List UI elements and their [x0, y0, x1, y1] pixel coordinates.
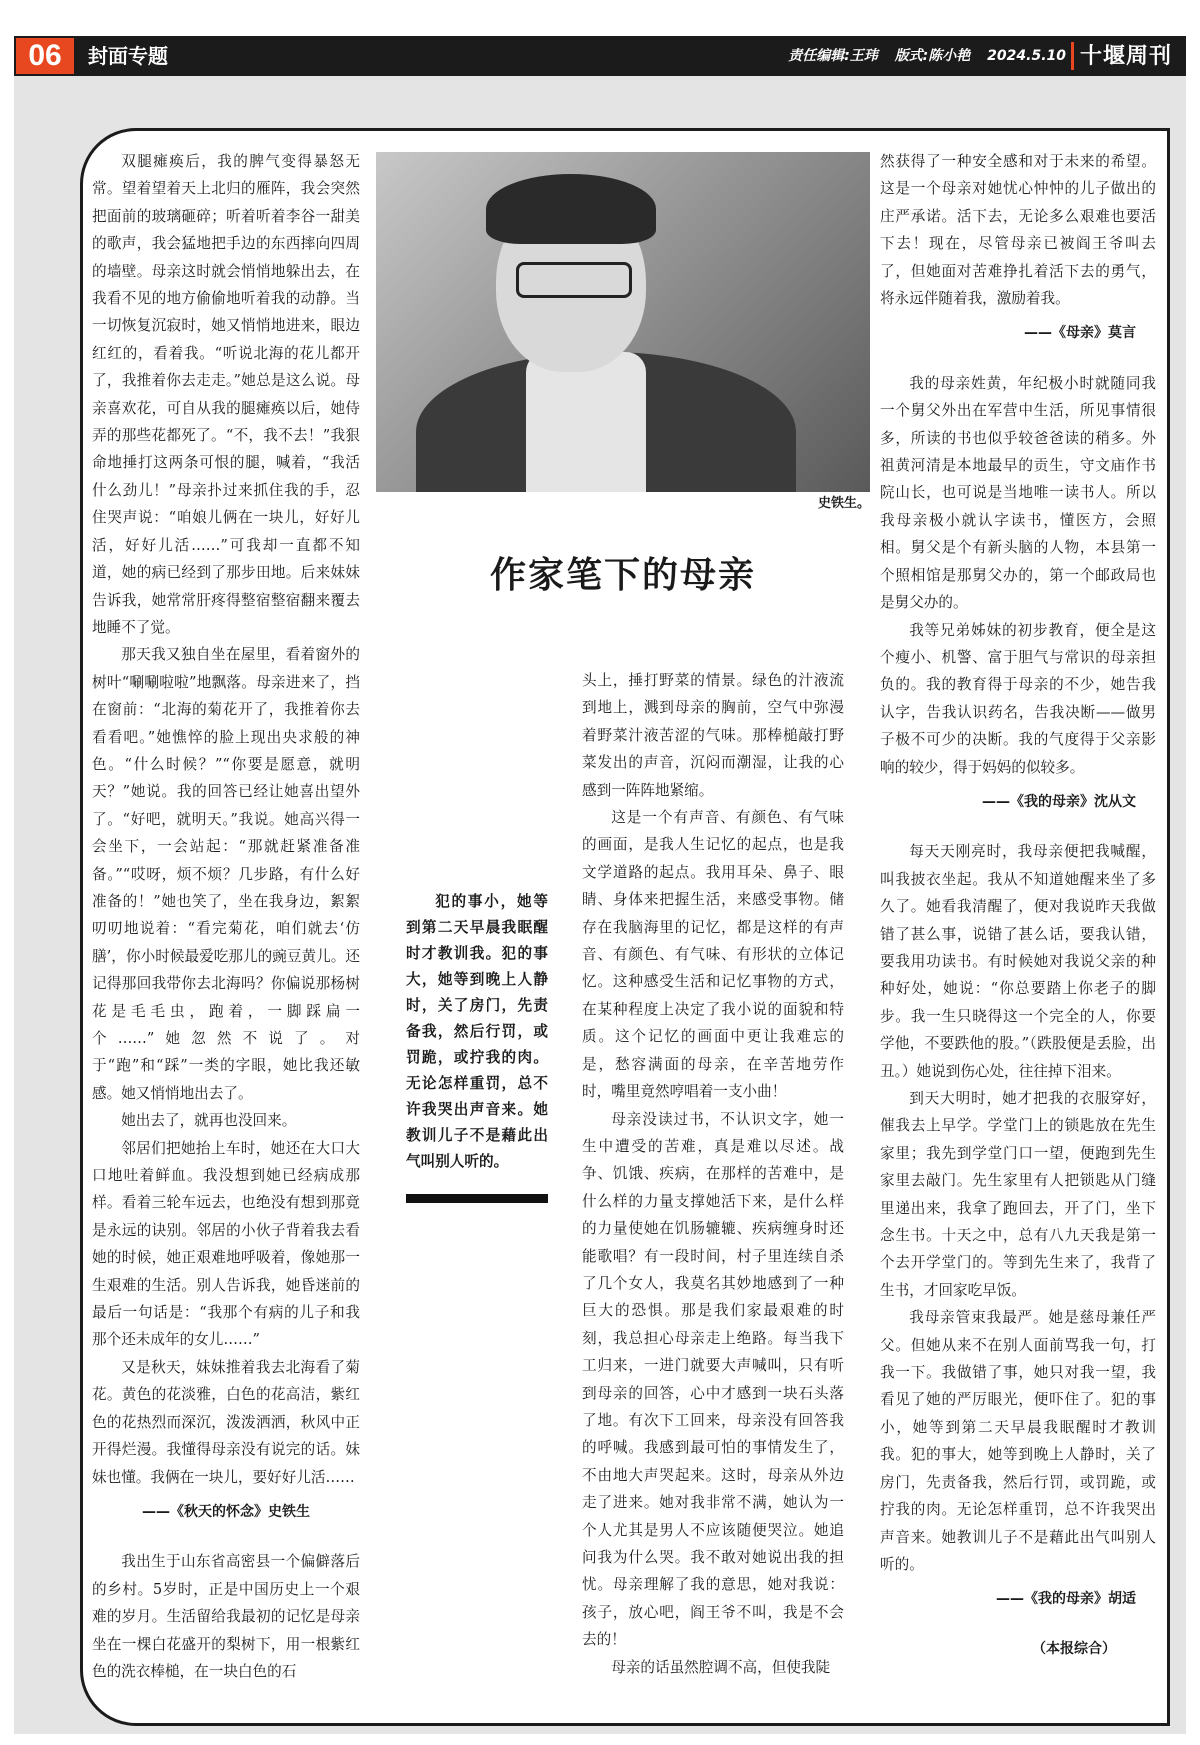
paragraph: 这是一个有声音、有颜色、有气味的画面，是我人生记忆的起点，也是我文学道路的起点。我用耳朵、鼻子、眼睛、身体来把握生活，来感受事物。储存在我脑海里的记忆，都是这样的有声音、有颜色、有气味、有形状的立体记忆。这种感受生活和记忆事物的方式，在某种程度上决定了我小说的面貌和特质。这个记忆的画面中更让我难忘的是，愁容满面的母亲，在辛苦地劳作时，嘴里竟然哼唱着一支小曲！: [582, 809, 844, 1101]
source-attribution: ——《我的母亲》沈从文: [982, 793, 1136, 810]
editor-credit: 责任编辑:王玮: [788, 48, 878, 64]
source-attribution: ——《母亲》莫言: [1024, 325, 1136, 342]
page-header: [14, 36, 1186, 76]
pull-quote: [406, 889, 548, 1175]
paragraph: 头上，捶打野菜的情景。绿色的汁液流到地上，溅到母亲的胸前，空气中弥漫着野菜汁液苦涩的气味。那棒槌敲打野菜发出的声音，沉闷而潮湿，让我的心感到一阵阵地紧缩。: [582, 672, 844, 799]
paragraph: 邻居们把她抬上车时，她还在大口大口地吐着鲜血。我没想到她已经病成那样。看着三轮车远去，也绝没有想到那竟是永远的诀别。邻居的小伙子背着我去看她的时候，她正艰难地呼吸着，像她那一生艰难的生活。别人告诉我，她昏迷前的最后一句话是：“我那个有病的儿子和我那个还未成年的女儿……”: [92, 1139, 360, 1349]
paragraph: 我等兄弟姊妹的初步教育，便全是这个瘦小、机警、富于胆气与常识的母亲担负的。我的教育得于母亲的不少，她告我认字，告我认识药名，告我决断——做男子极不可少的决断。我的气度得于父亲影响的较少，得于妈妈的似较多。: [880, 621, 1156, 776]
paragraph: 我母亲管束我最严。她是慈母兼任严父。但她从来不在别人面前骂我一句，打我一下。我做错了事，她只对我一望，我看见了她的严厉眼光，便吓住了。犯的事小，她等到第二天早晨我眠醒时才教训我。犯的事大，她等到晚上人静时，关了房门，先责备我，然后行罚，或罚跪，或拧我的肉。无论怎样重罚，总不许我哭出声音来。她教训儿子不是藉此出气叫别人听的。: [880, 1309, 1156, 1573]
pull-quote-bar: [406, 1194, 548, 1203]
author-photo: [376, 152, 870, 492]
photo-caption: 史铁生。: [817, 496, 870, 511]
photo-sweater-shape: [526, 352, 646, 492]
article-column-3: [582, 667, 844, 1723]
newspaper-logo: 十堰周刊: [1071, 42, 1178, 70]
paragraph: 双腿瘫痪后，我的脾气变得暴怒无常。望着望着天上北归的雁阵，我会突然把面前的玻璃砸碎；听着听着李谷一甜美的歌声，我会猛地把手边的东西摔向四周的墙壁。母亲这时就会悄悄地躲出去，在我看不见的地方偷偷地听着我的动静。当一切恢复沉寂时，她又悄悄地进来，眼边红红的，看着我。“听说北海的花儿都开了，我推着你去走走。”她总是这么说。母亲喜欢花，可自从我的腿瘫痪以后，她侍弄的那些花都死了。“不，我不去！”我狠命地捶打这两条可恨的腿，喊着，“我活什么劲儿！”母亲扑过来抓住我的手，忍住哭声说：“咱娘儿俩在一块儿，好好儿活，好好儿活……”可我却一直都不知道，她的病已经到了那步田地。后来妹妹告诉我，她常常肝疼得整宿整宿翻来覆去地睡不了觉。: [92, 153, 360, 636]
paragraph: 然获得了一种安全感和对于未来的希望。这是一个母亲对她忧心忡忡的儿子做出的庄严承诺。活下去，无论多么艰难也要活下去！现在，尽管母亲已被阎王爷叫去了，但她面对苦难挣扎着活下去的勇气，将永远伴随着我，激励着我。: [880, 153, 1156, 308]
section-title: 封面专题: [88, 44, 168, 68]
paragraph: 我出生于山东省高密县一个偏僻落后的乡村。5岁时，正是中国历史上一个艰难的岁月。生活留给我最初的记忆是母亲坐在一棵白花盛开的梨树下，用一根紫红色的洗衣棒槌，在一块白色的石: [92, 1553, 360, 1680]
page-number: 06: [16, 38, 74, 74]
source-attribution: ——《我的母亲》胡适: [996, 1591, 1136, 1608]
pull-quote-text: 犯的事小，她等到第二天早晨我眠醒时才教训我。犯的事大，她等到晚上人静时，关了房门，先责备我，然后行罚，或罚跪，或拧我的肉。无论怎样重罚，总不许我哭出声音来。她教训儿子不是藉此出气叫别人听的。: [406, 893, 548, 1170]
photo-hair-shape: [486, 174, 656, 244]
layout-credit: 版式:陈小艳: [894, 48, 971, 64]
article-column-4: [880, 148, 1156, 1708]
paragraph: 又是秋天，妹妹推着我去北海看了菊花。黄色的花淡雅，白色的花高洁，紫红色的花热烈而深沉，泼泼洒洒，秋风中正开得烂漫。我懂得母亲没有说完的话。妹妹也懂。我俩在一块儿，要好好儿活……: [92, 1358, 360, 1486]
photo-glasses-shape: [516, 262, 632, 298]
paragraph: 那天我又独自坐在屋里，看着窗外的树叶“唰唰啦啦”地飘落。母亲进来了，挡在窗前：“北海的菊花开了，我推着你去看看吧。”她憔悴的脸上现出央求般的神色。“什么时候？”“你要是愿意，就明天？”她说。我的回答已经让她喜出望外了。“好吧，就明天。”我说。她高兴得一会坐下，一会站起：“那就赶紧准备准备。”“哎呀，烦不烦？几步路，有什么好准备的！”她也笑了，坐在我身边，絮絮叨叨地说着：“看完菊花，咱们就去‘仿膳’，你小时候最爱吃那儿的豌豆黄儿。还记得那回我带你去北海吗？你偏说那杨树花是毛毛虫，跑着，一脚踩扁一个……”她忽然不说了。对于“跑”和“踩”一类的字眼，她比我还敏感。她又悄悄地出去了。: [92, 646, 360, 1102]
compiled-note: （本报综合）: [1032, 1640, 1116, 1657]
paragraph: 母亲没读过书，不认识文字，她一生中遭受的苦难，真是难以尽述。战争、饥饿、疾病，在那样的苦难中，是什么样的力量支撑她活下来，是什么样的力量使她在饥肠辘辘、疾病缠身时还能歌唱？有一段时间，村子里连续自杀了几个女人，我莫名其妙地感到了一种巨大的恐惧。那是我们家最艰难的时刻，我总担心母亲走上绝路。每当我下工归来，一进门就要大声喊叫，只有听到母亲的回答，心中才感到一块石头落了地。有次下工回来，母亲没有回答我的呼喊。我感到最可怕的事情发生了，不由地大声哭起来。这时，母亲从外边走了进来。她对我非常不满，她认为一个人尤其是男人不应该随便哭泣。她追问我为什么哭。我不敢对她说出我的担忧。母亲理解了我的意思，她对我说：孩子，放心吧，阎王爷不叫，我是不会去的！: [582, 1110, 844, 1649]
source-attribution: ——《秋天的怀念》史铁生: [142, 1503, 310, 1520]
issue-date: 2024.5.10: [987, 48, 1066, 64]
article-column-1: [92, 148, 360, 1708]
paragraph: 到天大明时，她才把我的衣服穿好，催我去上早学。学堂门上的锁匙放在先生家里；我先到学堂门口一望，便跑到先生家里去敲门。先生家里有人把锁匙从门缝里递出来，我拿了跑回去，开了门，坐下念生书。十天之中，总有八九天我是第一个去开学堂门的。等到先生来了，我背了生书，才回家吃早饭。: [880, 1090, 1156, 1299]
paragraph: 我的母亲姓黄，年纪极小时就随同我一个舅父外出在军营中生活，所见事情很多，所读的书也似乎较爸爸读的稍多。外祖黄河清是本地最早的贡生，守文庙作书院山长，也可说是当地唯一读书人。所以我母亲极小就认字读书，懂医方，会照相。舅父是个有新头脑的人物，本县第一个照相馆是那舅父办的，第一个邮政局也是舅父办的。: [880, 374, 1156, 612]
paragraph: 每天天刚亮时，我母亲便把我喊醒，叫我披衣坐起。我从不知道她醒来坐了多久了。她看我清醒了，便对我说昨天我做错了甚么事，说错了甚么话，要我认错，要我用功读书。有时候她对我说父亲的种种好处，她说：“你总要踏上你老子的脚步。我一生只晓得这一个完全的人，你要学他，不要跌他的股。”（跌股便是丢脸，出丑。）她说到伤心处，往往掉下泪来。: [880, 843, 1156, 1080]
paragraph: 她出去了，就再也没回来。: [121, 1112, 297, 1130]
headline: 作家笔下的母亲: [489, 554, 756, 596]
header-meta: [776, 36, 1066, 76]
paragraph: 母亲的话虽然腔调不高，但使我陡: [611, 1658, 831, 1676]
